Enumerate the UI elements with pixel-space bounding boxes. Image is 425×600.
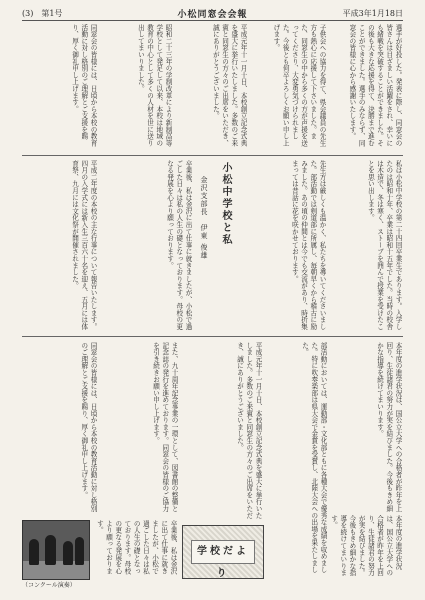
photo-figure bbox=[29, 539, 39, 565]
photo-figure bbox=[63, 541, 73, 565]
article-column: また、九十周年記念事業の一環として、図書館の整備と記念誌の発行を進めております。同窓会の皆様のご協力を引き続きお願い申し上げます。 bbox=[151, 342, 178, 512]
page-header bbox=[22, 6, 403, 21]
page-number: (3) 第1号 bbox=[22, 9, 63, 18]
article-column: 本年度の進学状況は、国公立大学への合格者が昨年を上回り、生徒諸君の努力が実を結びました。今後もきめ細かな指導を続けてまいります。 bbox=[330, 515, 402, 577]
article-column: 平成二年度の本校の主な行事について報告いたします。四月の入学式には新入生三百六十名を迎え、五月には体育祭、九月には文化祭が開催されました。 bbox=[70, 160, 97, 330]
article-column: 私は小松中学校の第二十四回卒業生であります。入学したのは昭和十年、卒業は昭和十五年でした。当時の校舎は木造で、冬は寒く、ストーブを囲んで授業を受けたことを思い出します。 bbox=[366, 160, 402, 330]
school-news-label: 学校だより bbox=[191, 540, 255, 564]
photo-caption: （コンクール演奏） bbox=[22, 582, 76, 589]
article-column: 部活動においては、運動部・文化部ともに各種大会で優秀な成績を収めました。特に吹奏楽部は県大会で金賞を受賞し、北陸大会への出場を果たしました。 bbox=[300, 342, 327, 574]
issue-date: 平成3年1月18日 bbox=[342, 9, 403, 18]
school-news-banner bbox=[182, 525, 264, 579]
article-column: 子供会への協力を得て、県会議員の先生方も熱心に応援して下さいました。また、同窓生の中から多くの方が声援を送ってくださり、大変勇気づけられました。今後とも何卒よろしくお願い申し上げます。 bbox=[271, 24, 326, 147]
article-column: 平成元年十一月十日、本校創立記念式典を盛大に挙行いたしました。多数のご来賓と同窓生の方々のご出席をいただき、誠にありがとうございました。 bbox=[235, 342, 262, 519]
concert-photo bbox=[22, 520, 90, 580]
article-column: 平成元年十一月十日、本校創立記念式典を盛大に挙行いたしました。多数のご来賓と同窓生の方々のご出席をいただき、誠にありがとうございました。 bbox=[211, 24, 247, 147]
section-divider bbox=[22, 336, 403, 337]
article-column: 卒業後、私は金沢に出て仕事に就きましたが、小松で過ごした日々は私の人生の礎となっております。母校の更なる発展を心より願っております。 bbox=[165, 160, 192, 330]
article-column: 本年度の進学状況は、国公立大学への合格者が昨年を上回り、生徒諸君の努力が実を結びました。今後もきめ細かな指導を続けてまいります。 bbox=[375, 342, 402, 512]
article-column: 同窓会の皆様には、日頃から本校の教育活動に対し格別のご理解とご支援を賜り、厚く御礼申し上げます。 bbox=[79, 342, 97, 512]
article-byline: 金沢支部長 伊東 俊雄 bbox=[200, 176, 208, 260]
newsletter-title: 小松同窓会会報 bbox=[177, 10, 248, 20]
article-column: 昭和二十三年の学制改革により新制高等学校として発足して以来、本校は地域の教育の中心として多くの人材を世に送り出してまいりました。 bbox=[136, 24, 172, 147]
photo-figure bbox=[75, 537, 84, 565]
article-column: 選手が好投した。発表に際し、同窓会の皆さんは目ざましい活躍をされ、幸いにも緒戦を突破することができました。その後も大きな応援を得て、決勝まで進むことができました。選手のみならず、同窓会の皆様に心から感謝いたします。 bbox=[347, 24, 402, 147]
article-title: 小松中学校と私 bbox=[220, 162, 231, 246]
section-divider bbox=[22, 155, 403, 156]
article-column: 卒業後、私は金沢に出て仕事に就きましたが、小松で過ごした日々は私の人生の礎となっております。母校の更なる発展を心より願っております。 bbox=[95, 520, 177, 575]
article-column: 同窓会の皆様には、日頃から本校の教育活動に対し格別のご理解とご支援を賜り、厚く御礼申し上げます。 bbox=[70, 24, 97, 147]
photo-figure bbox=[45, 535, 56, 565]
article-column: 先生方は厳しくも温かく、私たちを導いてくださいました。部活動では剣道部に所属し、毎朝早くから稽古に励みました。あの頃の仲間とは今でも交流があり、時折集まっては昔話に花を咲かせております。 bbox=[290, 160, 326, 330]
